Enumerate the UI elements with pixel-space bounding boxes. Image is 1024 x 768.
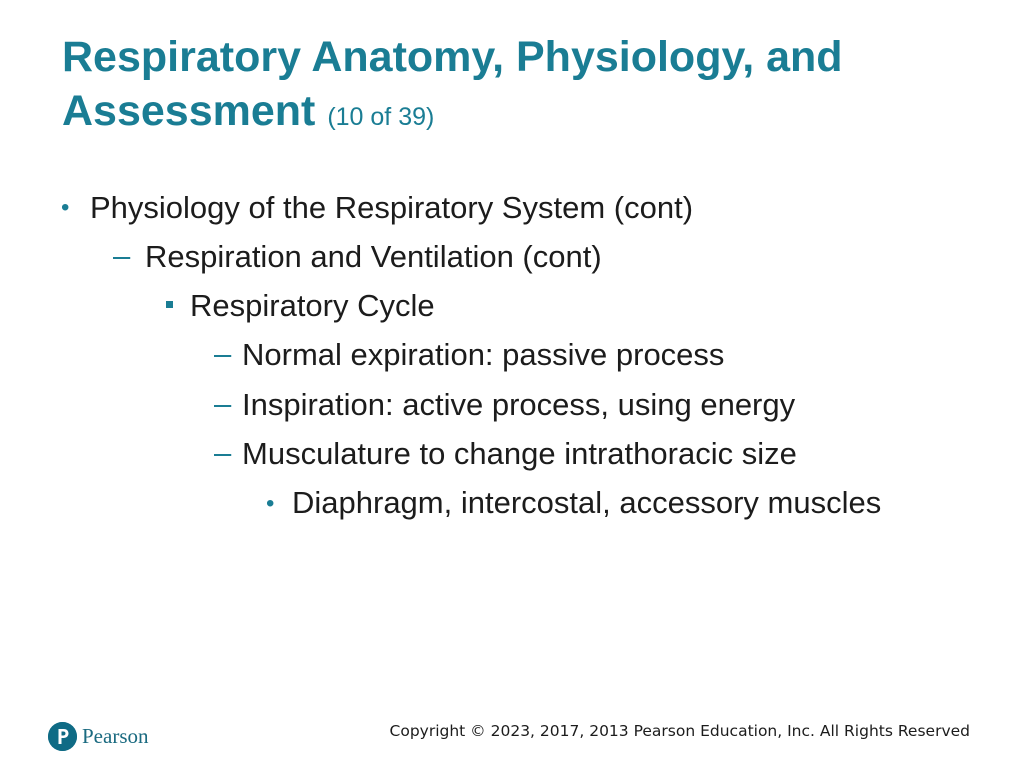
bullet-square-icon — [166, 301, 173, 308]
bullet-level-4: Musculature to change intrathoracic size — [242, 436, 797, 471]
pearson-p-icon — [48, 722, 77, 751]
bullet-dash-icon: – — [214, 386, 232, 421]
bullet-dot-icon: • — [61, 194, 70, 221]
copyright-notice: Copyright © 2023, 2017, 2013 Pearson Education, Inc. All Rights Reserved — [389, 722, 970, 740]
pearson-logo — [48, 718, 149, 754]
slide-footer — [0, 700, 1024, 768]
bullet-level-4: Inspiration: active process, using energy — [242, 387, 796, 422]
bullet-dot-icon: • — [266, 490, 275, 517]
bullet-dash-icon: – — [214, 435, 232, 470]
title-line-1: Respiratory Anatomy, Physiology, and — [62, 33, 843, 81]
bullet-level-4: Normal expiration: passive process — [242, 337, 725, 372]
bullet-level-2: Respiration and Ventilation (cont) — [145, 239, 602, 274]
bullet-dash-icon: – — [113, 238, 131, 273]
bullet-level-5: Diaphragm, intercostal, accessory muscles — [292, 485, 882, 520]
pearson-wordmark: Pearson — [82, 723, 149, 748]
slide-counter: (10 of 39) — [327, 103, 435, 131]
bullet-level-1: Physiology of the Respiratory System (cont) — [90, 190, 694, 225]
bullet-level-3: Respiratory Cycle — [190, 288, 435, 323]
title-line-2-text: Assessment — [62, 87, 316, 135]
bullet-dash-icon: – — [214, 336, 232, 371]
